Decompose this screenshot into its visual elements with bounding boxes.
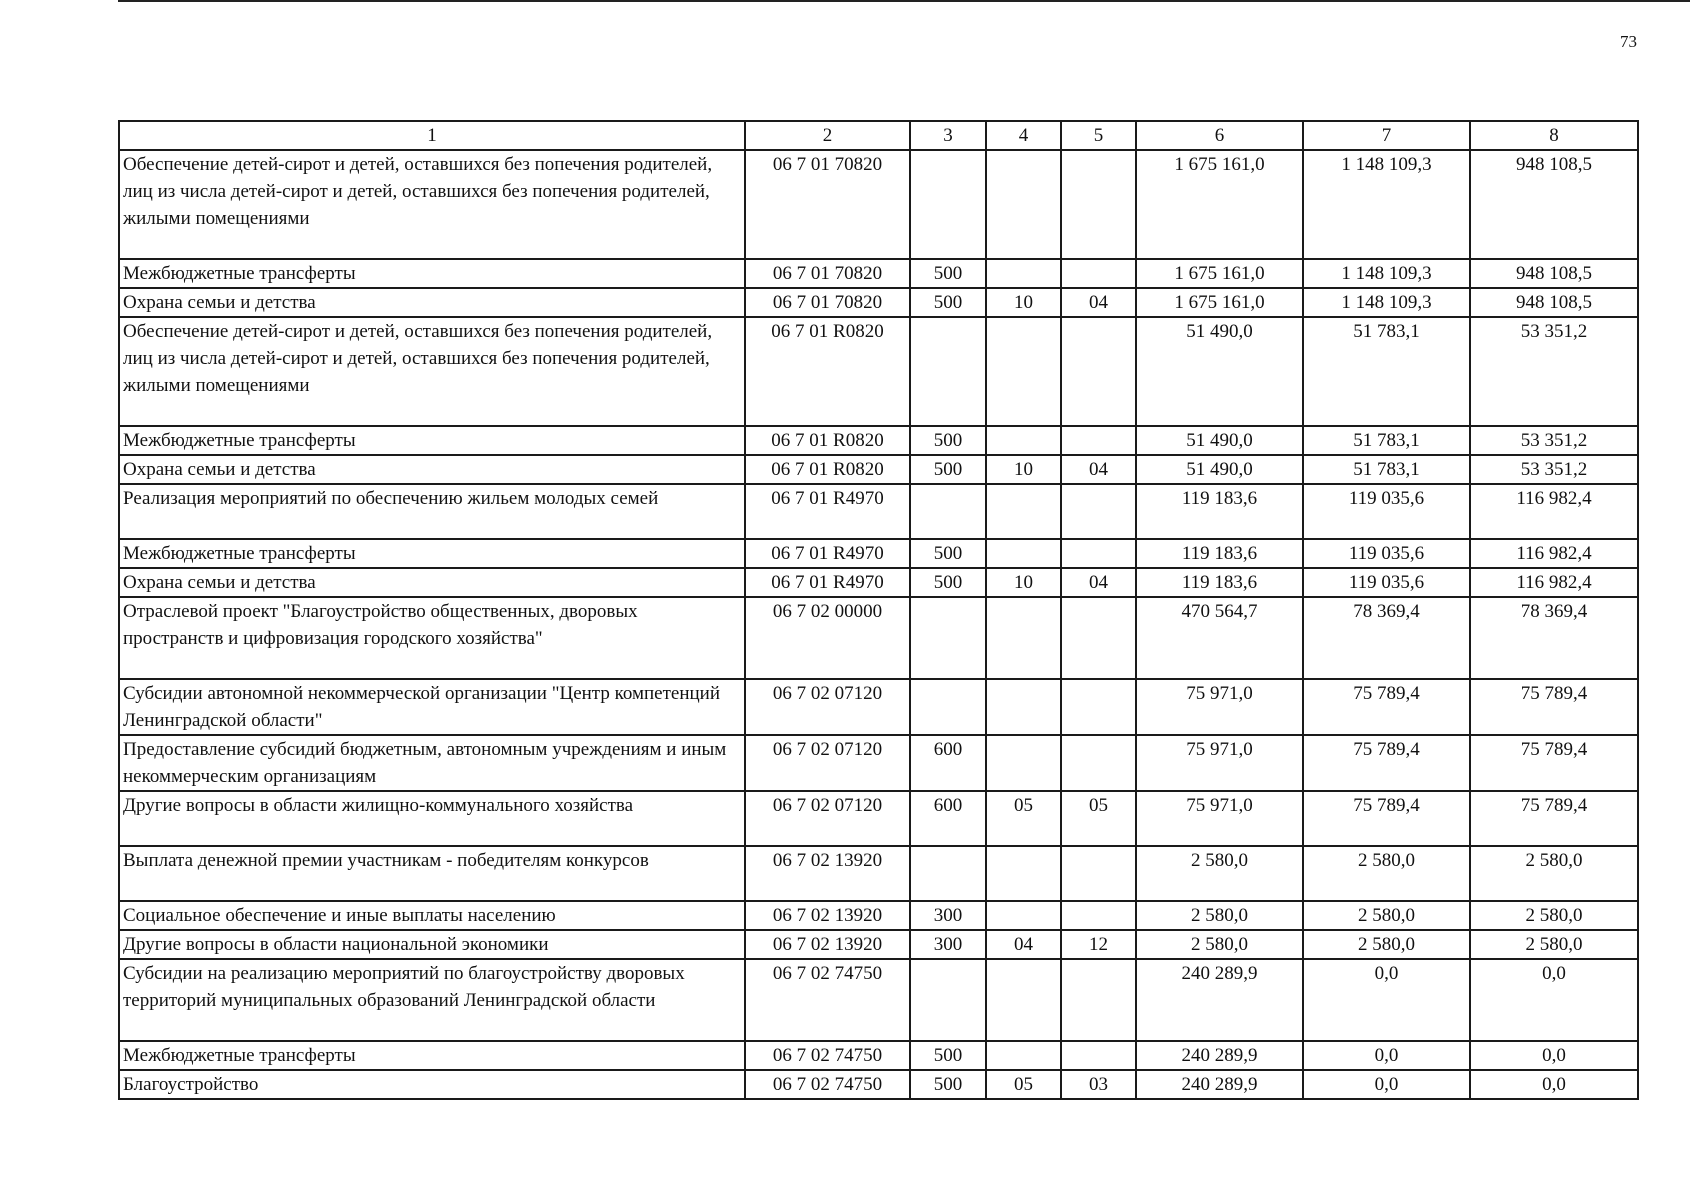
- amount-col-8-cell: 2 580,0: [1470, 846, 1638, 901]
- subsection-cell: 05: [1061, 791, 1136, 846]
- amount-col-6-cell: 119 183,6: [1136, 568, 1303, 597]
- expense-type-cell: 500: [910, 568, 986, 597]
- target-article-cell: 06 7 02 74750: [745, 1041, 910, 1070]
- amount-col-8-cell: 0,0: [1470, 959, 1638, 1041]
- table-row: [119, 679, 1638, 735]
- target-article-cell: 06 7 02 13920: [745, 901, 910, 930]
- target-article-cell: 06 7 01 R4970: [745, 539, 910, 568]
- target-article-cell: 06 7 01 R4970: [745, 568, 910, 597]
- expense-type-cell: 300: [910, 901, 986, 930]
- amount-col-8-cell: 53 351,2: [1470, 455, 1638, 484]
- table-body: [119, 150, 1638, 1099]
- expense-type-cell: [910, 679, 986, 735]
- expense-type-cell: 600: [910, 791, 986, 846]
- amount-col-8-cell: 53 351,2: [1470, 426, 1638, 455]
- amount-col-7-cell: 0,0: [1303, 959, 1470, 1041]
- row-name-cell: Реализация мероприятий по обеспечению жильем молодых семей: [119, 484, 745, 539]
- expense-type-cell: 500: [910, 539, 986, 568]
- section-cell: 10: [986, 568, 1061, 597]
- amount-col-8-cell: 2 580,0: [1470, 901, 1638, 930]
- target-article-cell: 06 7 02 13920: [745, 846, 910, 901]
- amount-col-7-cell: 51 783,1: [1303, 455, 1470, 484]
- amount-col-7-cell: 2 580,0: [1303, 846, 1470, 901]
- subsection-cell: 04: [1061, 288, 1136, 317]
- table-row: [119, 317, 1638, 426]
- row-name-cell: Межбюджетные трансферты: [119, 539, 745, 568]
- section-cell: [986, 259, 1061, 288]
- header-col-2: 2: [745, 121, 910, 150]
- subsection-cell: [1061, 735, 1136, 791]
- amount-col-7-cell: 0,0: [1303, 1070, 1470, 1099]
- amount-col-7-cell: 1 148 109,3: [1303, 150, 1470, 259]
- budget-table: [118, 120, 1639, 1100]
- amount-col-8-cell: 0,0: [1470, 1041, 1638, 1070]
- amount-col-8-cell: 78 369,4: [1470, 597, 1638, 679]
- header-col-1: 1: [119, 121, 745, 150]
- amount-col-8-cell: 116 982,4: [1470, 539, 1638, 568]
- amount-col-6-cell: 470 564,7: [1136, 597, 1303, 679]
- row-name-cell: Обеспечение детей-сирот и детей, оставшихся без попечения родителей, лиц из числа детей-сирот и детей, оставшихся без попечения родителей, жилыми помещениями: [119, 150, 745, 259]
- section-cell: [986, 150, 1061, 259]
- amount-col-7-cell: 78 369,4: [1303, 597, 1470, 679]
- row-name-cell: Охрана семьи и детства: [119, 568, 745, 597]
- amount-col-8-cell: 948 108,5: [1470, 288, 1638, 317]
- target-article-cell: 06 7 02 00000: [745, 597, 910, 679]
- row-name-cell: Социальное обеспечение и иные выплаты населению: [119, 901, 745, 930]
- table-row: [119, 1041, 1638, 1070]
- target-article-cell: 06 7 01 70820: [745, 288, 910, 317]
- table-row: [119, 1070, 1638, 1099]
- amount-col-6-cell: 119 183,6: [1136, 539, 1303, 568]
- target-article-cell: 06 7 02 07120: [745, 791, 910, 846]
- row-name-cell: Межбюджетные трансферты: [119, 259, 745, 288]
- amount-col-6-cell: 2 580,0: [1136, 846, 1303, 901]
- target-article-cell: 06 7 01 R0820: [745, 426, 910, 455]
- page-number: 73: [1620, 32, 1637, 51]
- row-name-cell: Другие вопросы в области национальной экономики: [119, 930, 745, 959]
- section-cell: 05: [986, 1070, 1061, 1099]
- header-col-4: 4: [986, 121, 1061, 150]
- row-name-cell: Субсидии на реализацию мероприятий по благоустройству дворовых территорий муниципальных образований Ленинградской области: [119, 959, 745, 1041]
- row-name-cell: Субсидии автономной некоммерческой организации "Центр компетенций Ленинградской области": [119, 679, 745, 735]
- section-cell: 10: [986, 455, 1061, 484]
- section-cell: [986, 317, 1061, 426]
- amount-col-6-cell: 1 675 161,0: [1136, 150, 1303, 259]
- top-rule: [118, 0, 1690, 2]
- expense-type-cell: [910, 317, 986, 426]
- row-name-cell: Предоставление субсидий бюджетным, автономным учреждениям и иным некоммерческим организациям: [119, 735, 745, 791]
- section-cell: [986, 484, 1061, 539]
- amount-col-6-cell: 240 289,9: [1136, 1041, 1303, 1070]
- target-article-cell: 06 7 01 R4970: [745, 484, 910, 539]
- subsection-cell: 03: [1061, 1070, 1136, 1099]
- expense-type-cell: 500: [910, 259, 986, 288]
- amount-col-6-cell: 2 580,0: [1136, 930, 1303, 959]
- amount-col-6-cell: 51 490,0: [1136, 317, 1303, 426]
- table-row: [119, 426, 1638, 455]
- header-row: [119, 121, 1638, 150]
- amount-col-7-cell: 51 783,1: [1303, 317, 1470, 426]
- subsection-cell: [1061, 150, 1136, 259]
- row-name-cell: Межбюджетные трансферты: [119, 1041, 745, 1070]
- amount-col-6-cell: 75 971,0: [1136, 791, 1303, 846]
- target-article-cell: 06 7 01 70820: [745, 259, 910, 288]
- table-row: [119, 150, 1638, 259]
- amount-col-6-cell: 240 289,9: [1136, 959, 1303, 1041]
- table-row: [119, 901, 1638, 930]
- amount-col-7-cell: 119 035,6: [1303, 539, 1470, 568]
- row-name-cell: Обеспечение детей-сирот и детей, оставшихся без попечения родителей, лиц из числа детей-сирот и детей, оставшихся без попечения родителей, жилыми помещениями: [119, 317, 745, 426]
- row-name-cell: Охрана семьи и детства: [119, 455, 745, 484]
- target-article-cell: 06 7 02 07120: [745, 679, 910, 735]
- section-cell: [986, 901, 1061, 930]
- amount-col-6-cell: 51 490,0: [1136, 455, 1303, 484]
- header-col-3: 3: [910, 121, 986, 150]
- section-cell: [986, 1041, 1061, 1070]
- table-row: [119, 484, 1638, 539]
- subsection-cell: 12: [1061, 930, 1136, 959]
- amount-col-6-cell: 1 675 161,0: [1136, 259, 1303, 288]
- subsection-cell: [1061, 901, 1136, 930]
- target-article-cell: 06 7 02 74750: [745, 959, 910, 1041]
- expense-type-cell: [910, 959, 986, 1041]
- section-cell: [986, 679, 1061, 735]
- expense-type-cell: 500: [910, 426, 986, 455]
- subsection-cell: [1061, 846, 1136, 901]
- amount-col-8-cell: 2 580,0: [1470, 930, 1638, 959]
- amount-col-8-cell: 116 982,4: [1470, 568, 1638, 597]
- table-row: [119, 846, 1638, 901]
- row-name-cell: Выплата денежной премии участникам - победителям конкурсов: [119, 846, 745, 901]
- amount-col-7-cell: 51 783,1: [1303, 426, 1470, 455]
- amount-col-7-cell: 1 148 109,3: [1303, 288, 1470, 317]
- header-col-7: 7: [1303, 121, 1470, 150]
- amount-col-8-cell: 0,0: [1470, 1070, 1638, 1099]
- table-row: [119, 259, 1638, 288]
- section-cell: 05: [986, 791, 1061, 846]
- row-name-cell: Благоустройство: [119, 1070, 745, 1099]
- amount-col-7-cell: 2 580,0: [1303, 901, 1470, 930]
- amount-col-6-cell: 1 675 161,0: [1136, 288, 1303, 317]
- table-row: [119, 568, 1638, 597]
- header-col-5: 5: [1061, 121, 1136, 150]
- expense-type-cell: 500: [910, 1070, 986, 1099]
- target-article-cell: 06 7 01 70820: [745, 150, 910, 259]
- subsection-cell: [1061, 959, 1136, 1041]
- table-row: [119, 288, 1638, 317]
- table-row: [119, 735, 1638, 791]
- amount-col-7-cell: 119 035,6: [1303, 484, 1470, 539]
- expense-type-cell: [910, 597, 986, 679]
- target-article-cell: 06 7 02 74750: [745, 1070, 910, 1099]
- amount-col-8-cell: 75 789,4: [1470, 735, 1638, 791]
- subsection-cell: [1061, 426, 1136, 455]
- amount-col-8-cell: 948 108,5: [1470, 259, 1638, 288]
- row-name-cell: Межбюджетные трансферты: [119, 426, 745, 455]
- table-row: [119, 930, 1638, 959]
- subsection-cell: [1061, 1041, 1136, 1070]
- amount-col-8-cell: 948 108,5: [1470, 150, 1638, 259]
- expense-type-cell: 600: [910, 735, 986, 791]
- amount-col-8-cell: 53 351,2: [1470, 317, 1638, 426]
- section-cell: 10: [986, 288, 1061, 317]
- expense-type-cell: 300: [910, 930, 986, 959]
- section-cell: [986, 597, 1061, 679]
- amount-col-7-cell: 0,0: [1303, 1041, 1470, 1070]
- row-name-cell: Отраслевой проект "Благоустройство общественных, дворовых пространств и цифровизация городского хозяйства": [119, 597, 745, 679]
- amount-col-7-cell: 119 035,6: [1303, 568, 1470, 597]
- amount-col-7-cell: 75 789,4: [1303, 679, 1470, 735]
- amount-col-7-cell: 1 148 109,3: [1303, 259, 1470, 288]
- amount-col-8-cell: 75 789,4: [1470, 679, 1638, 735]
- subsection-cell: [1061, 539, 1136, 568]
- amount-col-7-cell: 75 789,4: [1303, 735, 1470, 791]
- subsection-cell: [1061, 317, 1136, 426]
- target-article-cell: 06 7 01 R0820: [745, 317, 910, 426]
- header-col-8: 8: [1470, 121, 1638, 150]
- subsection-cell: [1061, 259, 1136, 288]
- header-col-6: 6: [1136, 121, 1303, 150]
- subsection-cell: [1061, 484, 1136, 539]
- row-name-cell: Другие вопросы в области жилищно-коммунального хозяйства: [119, 791, 745, 846]
- amount-col-6-cell: 51 490,0: [1136, 426, 1303, 455]
- expense-type-cell: [910, 846, 986, 901]
- subsection-cell: [1061, 679, 1136, 735]
- target-article-cell: 06 7 02 13920: [745, 930, 910, 959]
- amount-col-8-cell: 75 789,4: [1470, 791, 1638, 846]
- table-row: [119, 539, 1638, 568]
- amount-col-8-cell: 116 982,4: [1470, 484, 1638, 539]
- section-cell: [986, 426, 1061, 455]
- amount-col-7-cell: 2 580,0: [1303, 930, 1470, 959]
- amount-col-6-cell: 75 971,0: [1136, 679, 1303, 735]
- section-cell: [986, 959, 1061, 1041]
- table-row: [119, 791, 1638, 846]
- expense-type-cell: 500: [910, 288, 986, 317]
- subsection-cell: 04: [1061, 568, 1136, 597]
- amount-col-6-cell: 119 183,6: [1136, 484, 1303, 539]
- section-cell: [986, 539, 1061, 568]
- expense-type-cell: 500: [910, 1041, 986, 1070]
- table-row: [119, 959, 1638, 1041]
- target-article-cell: 06 7 01 R0820: [745, 455, 910, 484]
- section-cell: [986, 735, 1061, 791]
- amount-col-6-cell: 75 971,0: [1136, 735, 1303, 791]
- expense-type-cell: [910, 484, 986, 539]
- row-name-cell: Охрана семьи и детства: [119, 288, 745, 317]
- section-cell: 04: [986, 930, 1061, 959]
- table-row: [119, 455, 1638, 484]
- section-cell: [986, 846, 1061, 901]
- amount-col-7-cell: 75 789,4: [1303, 791, 1470, 846]
- expense-type-cell: [910, 150, 986, 259]
- subsection-cell: [1061, 597, 1136, 679]
- expense-type-cell: 500: [910, 455, 986, 484]
- amount-col-6-cell: 240 289,9: [1136, 1070, 1303, 1099]
- subsection-cell: 04: [1061, 455, 1136, 484]
- amount-col-6-cell: 2 580,0: [1136, 901, 1303, 930]
- table-row: [119, 597, 1638, 679]
- target-article-cell: 06 7 02 07120: [745, 735, 910, 791]
